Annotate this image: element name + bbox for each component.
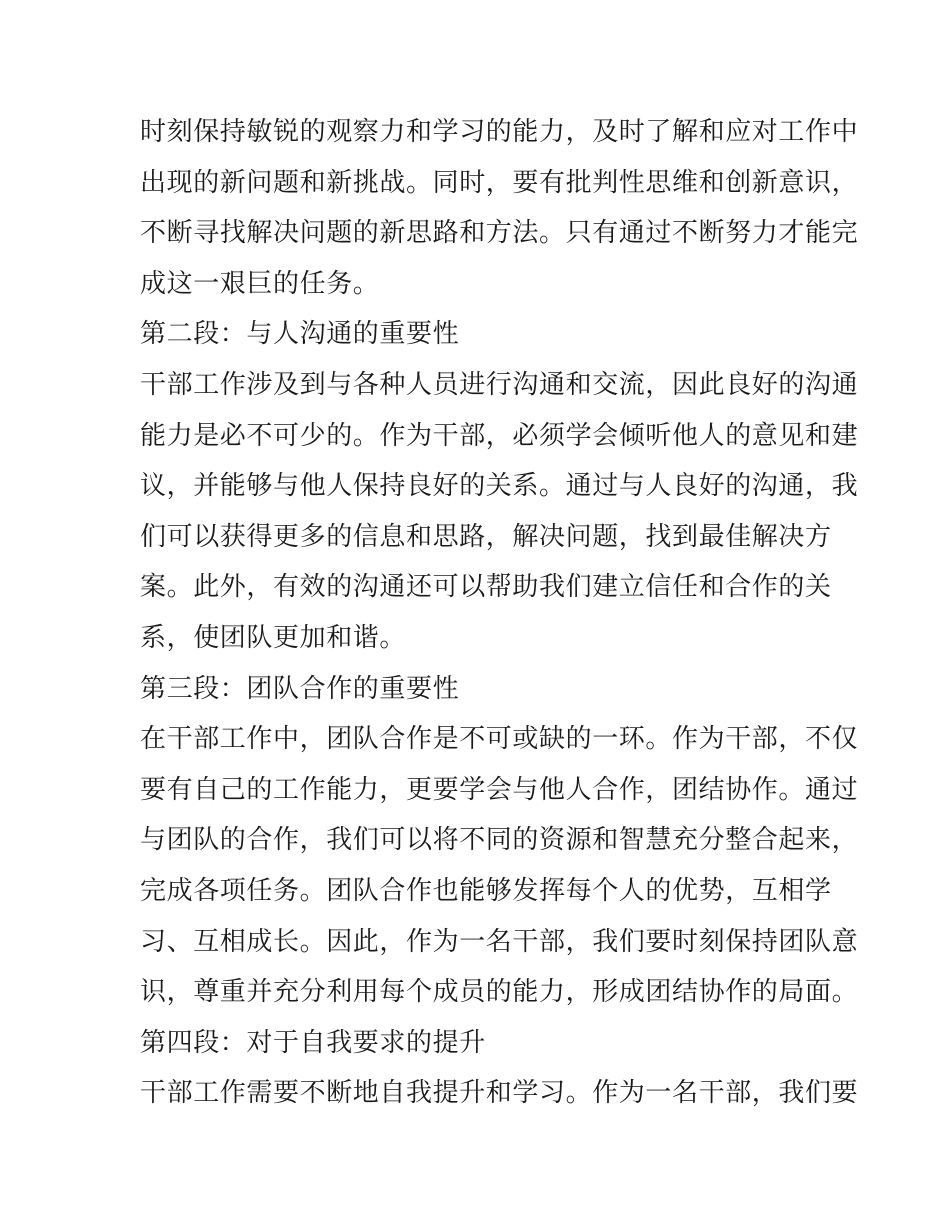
section-heading: 第四段：对于自我要求的提升 (140, 1027, 486, 1058)
paragraph-line: 时刻保持敏锐的观察力和学习的能力，及时了解和应对工作中 (140, 117, 859, 147)
paragraph-line: 们可以获得更多的信息和思路，解决问题，找到最佳解决方 (140, 521, 832, 552)
paragraph-line: 成这一艰巨的任务。 (140, 268, 380, 299)
paragraph-line: 能力是必不可少的。作为干部，必须学会倾听他人的意见和建 (140, 420, 859, 451)
paragraph-line: 完成各项任务。团队合作也能够发挥每个人的优势，互相学 (140, 875, 832, 906)
paragraph-line: 议，并能够与他人保持良好的关系。通过与人良好的沟通，我 (140, 471, 859, 502)
paragraph-line: 习、互相成长。因此，作为一名干部，我们要时刻保持团队意 (140, 926, 859, 957)
paragraph-line: 干部工作需要不断地自我提升和学习。作为一名干部，我们要 (140, 1078, 859, 1109)
paragraph-line: 系，使团队更加和谐。 (140, 622, 407, 653)
paragraph-line: 不断寻找解决问题的新思路和方法。只有通过不断努力才能完 (140, 218, 859, 249)
paragraph-line: 在干部工作中，团队合作是不可或缺的一环。作为干部，不仅 (140, 724, 859, 755)
document-body (140, 107, 859, 1119)
paragraph-line: 要有自己的工作能力，更要学会与他人合作，团结协作。通过 (140, 774, 859, 805)
section-heading: 第三段：团队合作的重要性 (140, 673, 460, 704)
paragraph-line: 与团队的合作，我们可以将不同的资源和智慧充分整合起来， (140, 825, 859, 856)
paragraph-line: 干部工作涉及到与各种人员进行沟通和交流，因此良好的沟通 (140, 369, 859, 400)
paragraph-line: 识，尊重并充分利用每个成员的能力，形成团结协作的局面。 (140, 977, 859, 1008)
section-heading: 第二段：与人沟通的重要性 (140, 319, 460, 350)
paragraph-line: 案。此外，有效的沟通还可以帮助我们建立信任和合作的关 (140, 572, 832, 603)
paragraph-line: 出现的新问题和新挑战。同时，要有批判性思维和创新意识， (140, 167, 859, 198)
